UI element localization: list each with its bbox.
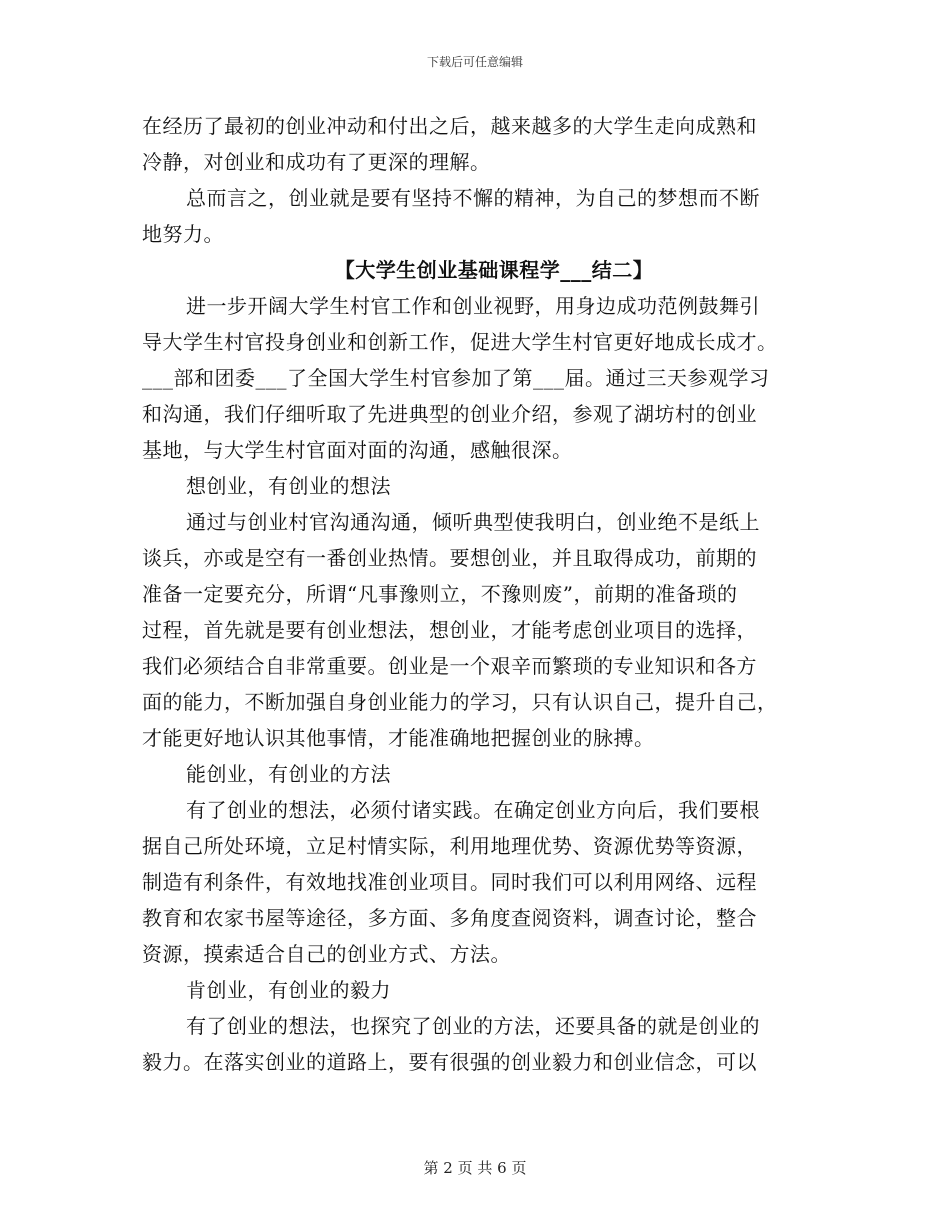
section-heading: 【大学生创业基础课程学___结二】: [334, 258, 654, 282]
text-line: 资源，摸索适合自己的创业方式、方法。: [142, 942, 511, 966]
text-line: 肯创业，有创业的毅力: [186, 978, 391, 1002]
text-line: 制造有利条件，有效地找准创业项目。同时我们可以利用网络、远程: [142, 870, 757, 894]
page-header: 下载后可任意编辑: [426, 55, 523, 69]
document-body: [142, 108, 802, 1080]
text-line: 冷静，对创业和成功有了更深的理解。: [142, 150, 491, 174]
text-line: 我们必须结合自非常重要。创业是一个艰辛而繁琐的专业知识和各方: [142, 654, 757, 678]
text-line: 想创业，有创业的想法: [186, 474, 391, 498]
text-line: 在经历了最初的创业冲动和付出之后，越来越多的大学生走向成熟和: [142, 114, 757, 138]
text-line: 通过与创业村官沟通沟通，倾听典型使我明白，创业绝不是纸上: [186, 510, 760, 534]
text-line: ___部和团委___了全国大学生村官参加了第___届。通过三天参观学习: [142, 366, 770, 390]
text-line: 有了创业的想法，也探究了创业的方法，还要具备的就是创业的: [186, 1014, 760, 1038]
text-line: 谈兵，亦或是空有一番创业热情。要想创业，并且取得成功，前期的: [142, 546, 757, 570]
text-line: 和沟通，我们仔细听取了先进典型的创业介绍，参观了湖坊村的创业: [142, 402, 757, 426]
page-footer: 第 2 页 共 6 页: [423, 1159, 527, 1177]
text-line: 毅力。在落实创业的道路上，要有很强的创业毅力和创业信念，可以: [142, 1050, 757, 1074]
text-line: 导大学生村官投身创业和创新工作，促进大学生村官更好地成长成才。: [142, 330, 778, 354]
text-line: 教育和农家书屋等途径，多方面、多角度查阅资料，调查讨论，整合: [142, 906, 757, 930]
text-line: 面的能力，不断加强自身创业能力的学习，只有认识自己，提升自己，: [142, 690, 778, 714]
text-line: 进一步开阔大学生村官工作和创业视野，用身边成功范例鼓舞引: [186, 294, 760, 318]
text-line: 据自己所处环境，立足村情实际，利用地理优势、资源优势等资源，: [142, 834, 757, 858]
text-line: 准备一定要充分，所谓“凡事豫则立，不豫则废”，前期的准备琐的: [142, 582, 738, 606]
text-line: 基地，与大学生村官面对面的沟通，感触很深。: [142, 438, 573, 462]
text-line: 过程，首先就是要有创业想法，想创业，才能考虑创业项目的选择，: [142, 618, 757, 642]
text-line: 总而言之，创业就是要有坚持不懈的精神，为自己的梦想而不断: [186, 186, 760, 210]
text-line: 有了创业的想法，必须付诸实践。在确定创业方向后，我们要根: [186, 798, 760, 822]
text-line: 才能更好地认识其他事情，才能准确地把握创业的脉搏。: [142, 726, 655, 750]
text-line: 地努力。: [142, 222, 224, 246]
text-line: 能创业，有创业的方法: [186, 762, 391, 786]
